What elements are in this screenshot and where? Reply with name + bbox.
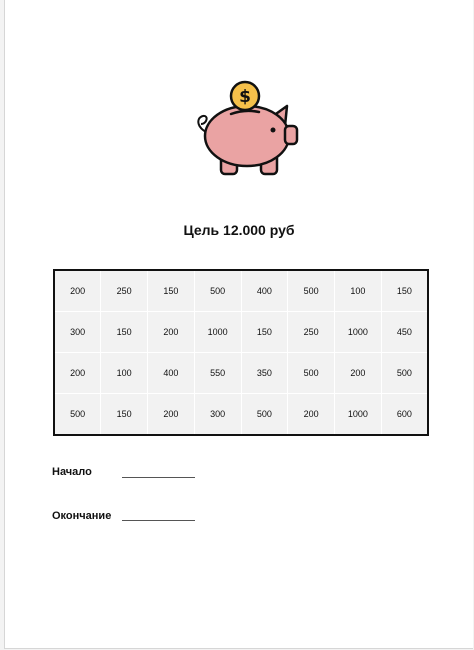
savings-sheet <box>4 0 473 649</box>
grid-cell[interactable]: 450 <box>381 312 428 353</box>
grid-row <box>54 394 428 436</box>
grid-cell[interactable]: 400 <box>148 353 195 394</box>
grid-cell[interactable]: 1000 <box>335 312 382 353</box>
grid-cell[interactable]: 200 <box>148 312 195 353</box>
grid-cell[interactable]: 300 <box>194 394 241 436</box>
grid-cell[interactable]: 150 <box>148 270 195 312</box>
grid-cell[interactable]: 200 <box>148 394 195 436</box>
savings-grid <box>53 269 429 436</box>
goal-title: Цель 12.000 руб <box>183 222 295 238</box>
grid-cell[interactable]: 500 <box>194 270 241 312</box>
grid-cell[interactable]: 1000 <box>335 394 382 436</box>
grid-cell[interactable]: 1000 <box>194 312 241 353</box>
grid-cell[interactable]: 100 <box>335 270 382 312</box>
grid-cell[interactable]: 100 <box>101 353 148 394</box>
grid-cell[interactable]: 500 <box>381 353 428 394</box>
grid-cell[interactable]: 350 <box>241 353 288 394</box>
grid-cell[interactable]: 150 <box>381 270 428 312</box>
grid-cell[interactable]: 500 <box>288 270 335 312</box>
grid-row <box>54 270 428 312</box>
grid-cell[interactable]: 150 <box>101 312 148 353</box>
grid-cell[interactable]: 500 <box>288 353 335 394</box>
grid-row <box>54 353 428 394</box>
dollar-coin-icon <box>231 82 259 110</box>
grid-cell[interactable]: 500 <box>241 394 288 436</box>
grid-cell[interactable]: 300 <box>54 312 101 353</box>
piggy-bank-icon <box>191 78 303 188</box>
grid-cell[interactable]: 500 <box>54 394 101 436</box>
end-date-line[interactable] <box>122 520 195 521</box>
grid-cell[interactable]: 600 <box>381 394 428 436</box>
start-label: Начало <box>52 466 92 478</box>
grid-cell[interactable]: 200 <box>335 353 382 394</box>
end-label: Окончание <box>52 510 112 522</box>
grid-cell[interactable]: 250 <box>288 312 335 353</box>
grid-cell[interactable]: 200 <box>54 353 101 394</box>
grid-cell[interactable]: 550 <box>194 353 241 394</box>
coin-symbol: $ <box>239 87 251 107</box>
grid-cell[interactable]: 250 <box>101 270 148 312</box>
grid-cell[interactable]: 400 <box>241 270 288 312</box>
grid-cell[interactable]: 200 <box>54 270 101 312</box>
grid-cell[interactable]: 150 <box>101 394 148 436</box>
grid-cell[interactable]: 150 <box>241 312 288 353</box>
grid-cell[interactable]: 200 <box>288 394 335 436</box>
start-date-line[interactable] <box>122 477 195 478</box>
grid-row <box>54 312 428 353</box>
